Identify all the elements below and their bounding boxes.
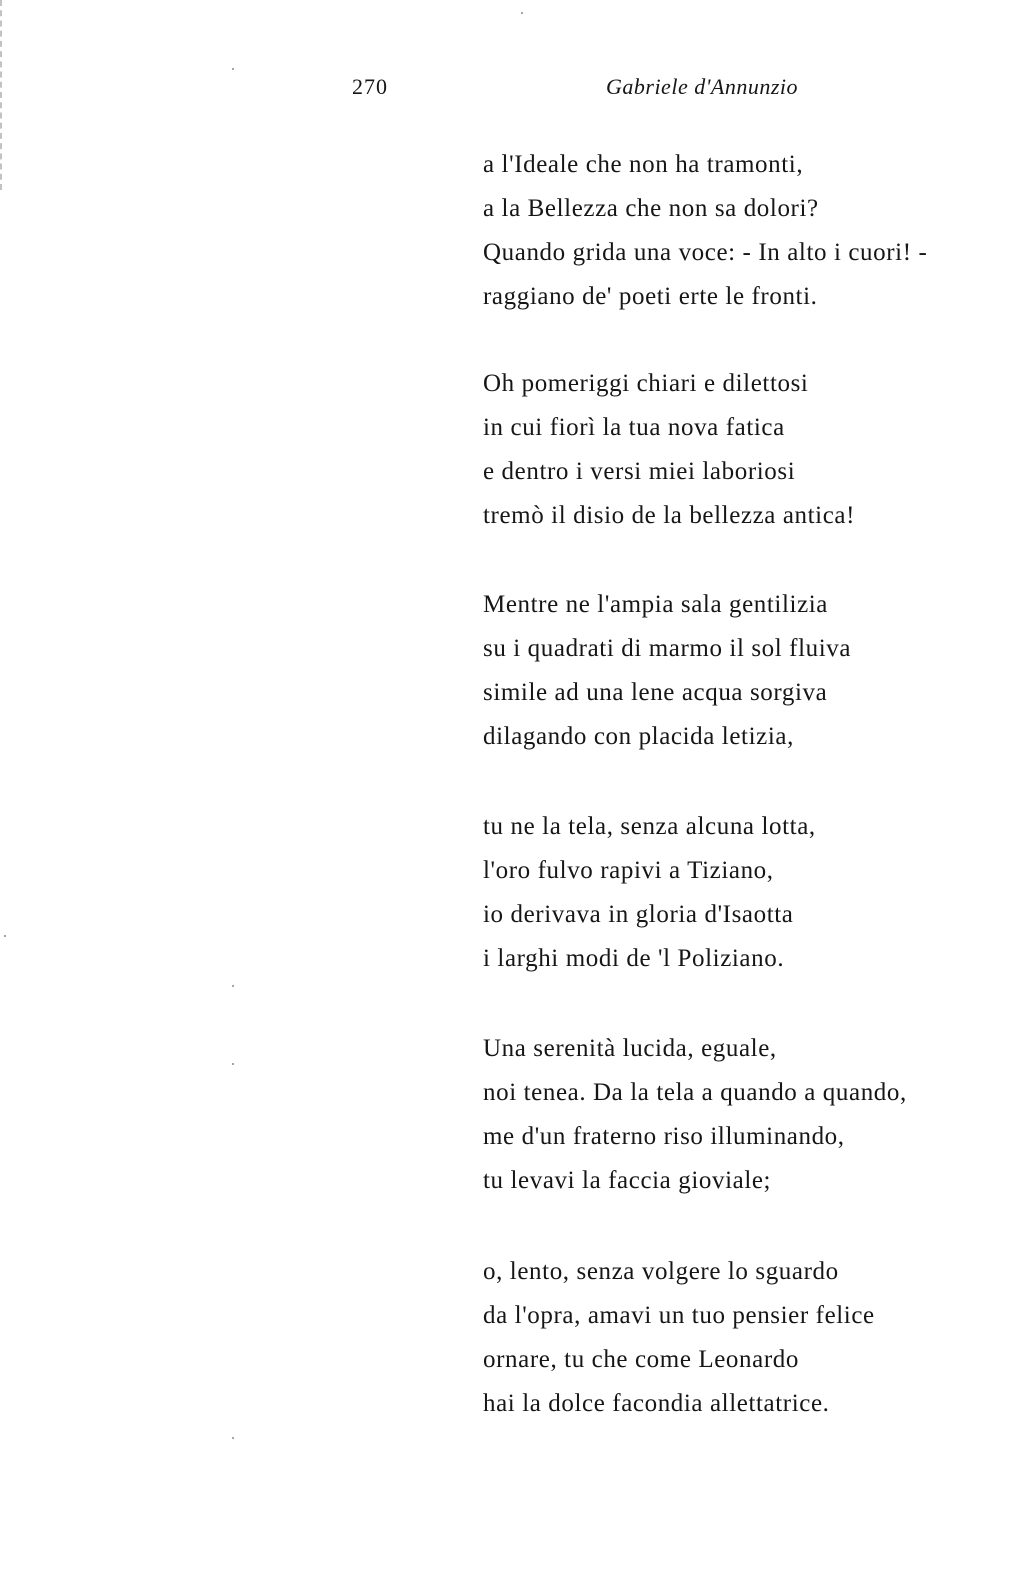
verse-line: da l'opra, amavi un tuo pensier felice [483,1302,875,1329]
verse-line: a l'Ideale che non ha tramonti, [483,151,804,178]
verse-line: Mentre ne l'ampia sala gentilizia [483,591,829,618]
stanza [483,1250,875,1426]
verse-line: hai la dolce facondia allettatrice. [483,1390,830,1417]
scan-speck [521,12,523,14]
scan-edge-artifact [0,0,6,190]
verse-line: dilagando con placida letizia, [483,723,794,750]
stanza [483,143,927,319]
verse-line: ornare, tu che come Leonardo [483,1346,799,1373]
verse-line: raggiano de' poeti erte le fronti. [483,283,818,310]
verse-line: Oh pomeriggi chiari e dilettosi [483,370,809,397]
page-number: 270 [352,74,388,99]
verse-line: simile ad una lene acqua sorgiva [483,679,828,706]
stanza [483,805,816,981]
scan-speck [232,1437,234,1439]
scan-speck [232,1063,234,1065]
verse-line: tremò il disio de la bellezza antica! [483,502,856,529]
verse-line: Una serenità lucida, eguale, [483,1035,777,1062]
verse-line: noi tenea. Da la tela a quando a quando, [483,1079,907,1106]
verse-line: o, lento, senza volgere lo sguardo [483,1258,839,1285]
verse-line: tu ne la tela, senza alcuna lotta, [483,813,816,840]
verse-line: Quando grida una voce: - In alto i cuori! - [483,239,928,266]
scan-speck [232,68,234,70]
verse-line: me d'un fraterno riso illuminando, [483,1123,845,1150]
scan-speck [232,985,234,987]
running-head: Gabriele d'Annunzio [606,74,799,99]
verse-line: tu levavi la faccia gioviale; [483,1167,772,1194]
stanza [483,1027,907,1203]
verse-line: io derivava in gloria d'Isaotta [483,901,794,928]
verse-line: i larghi modi de 'l Poliziano. [483,945,785,972]
stanza [483,362,855,538]
verse-line: l'oro fulvo rapivi a Tiziano, [483,857,774,884]
stanza [483,583,851,759]
scan-speck [4,935,6,937]
verse-line: su i quadrati di marmo il sol fluiva [483,635,852,662]
verse-line: e dentro i versi miei laboriosi [483,458,796,485]
verse-line: a la Bellezza che non sa dolori? [483,195,819,222]
verse-line: in cui fiorì la tua nova fatica [483,414,785,441]
